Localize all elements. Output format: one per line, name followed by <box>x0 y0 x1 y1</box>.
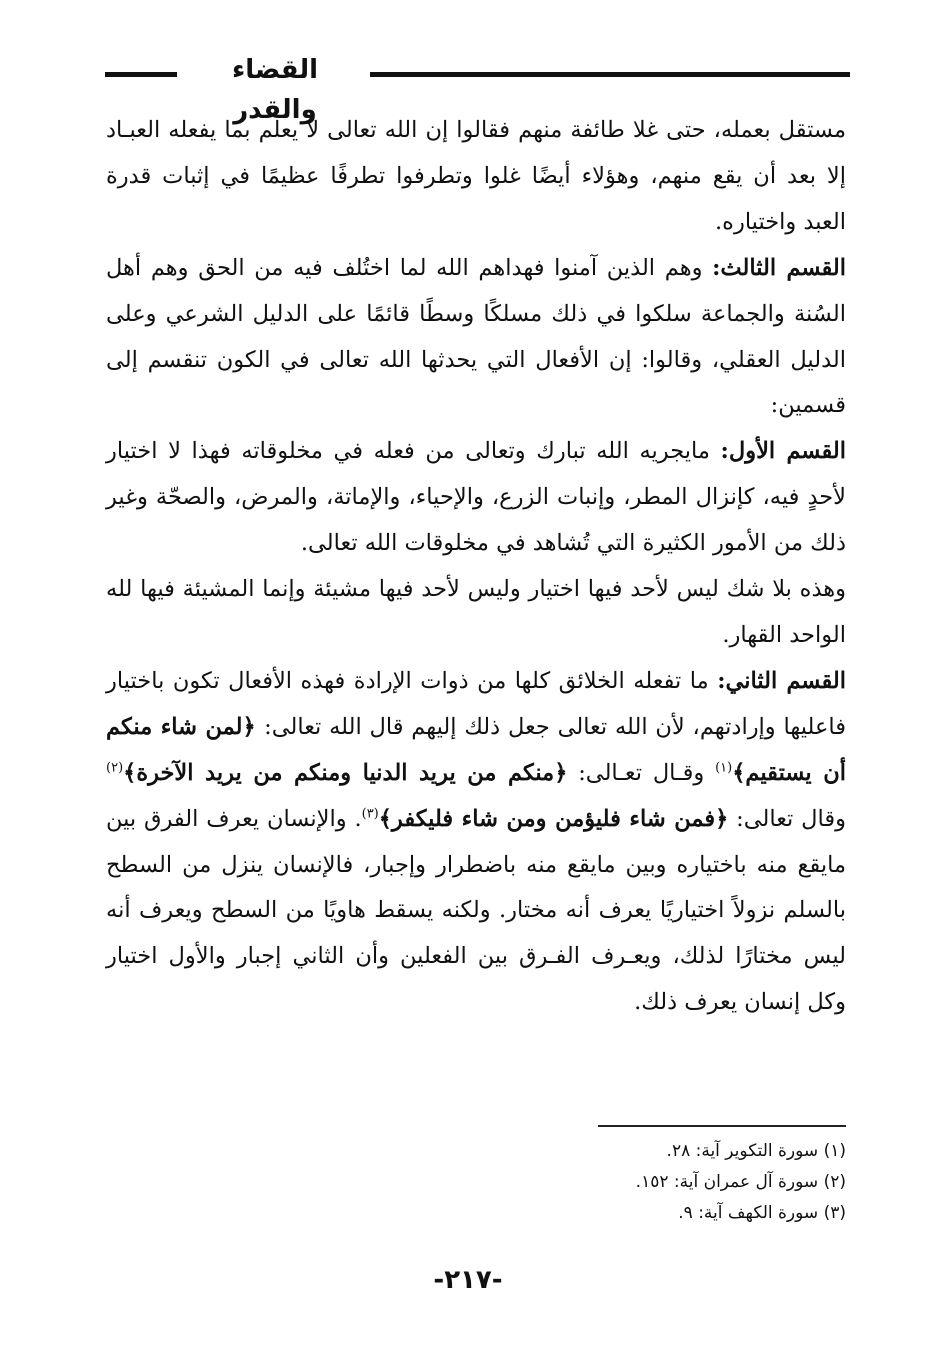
header-rule-right <box>370 72 850 77</box>
footnote-marker-2: (٢) <box>106 760 124 776</box>
paragraph-2 <box>106 246 846 430</box>
paragraph-5-text: ما تفعله الخلائق كلها من ذوات الإرادة فهذه الأفعال تكون باختيار فاعليها وإرادتهم، لأن الله تعالى جعل ذلك إليهم قال الله تعالى: <box>106 667 846 740</box>
section-heading-third: القسم الثالث: <box>712 254 847 281</box>
footnote-marker-1: (١) <box>715 760 733 776</box>
paragraph-5-rest: . والإنسان يعرف الفرق بين مايقع منه باختياره وبين مايقع منه باضطرار وإجبار، فالإنسان ينزل من السطح بالسلم نزولاً اختياريًا يعرف أنه مختار. ولكنه يسقط هاويًا من السطح ويعرف أنه ليس مختارًا لذلك، ويعـرف الفـرق بين الفعلين وأن الثاني إجبار والأول اختيار وكل إنسان يعرف ذلك. <box>106 805 846 1016</box>
paragraph-3-text: مايجريه الله تبارك وتعالى من فعله في مخلوقاته فهذا لا اختيار لأحدٍ فيه، كإنزال المطر، وإنبات الزرع، والإحياء، والإماتة، والمرض، والصحّة وغير ذلك من الأمور الكثيرة التي تُشاهد في مخلوقات الله تعالى. <box>106 438 846 557</box>
paragraph-3 <box>106 429 846 567</box>
paragraph-2-text: وهم الذين آمنوا فهداهم الله لما اختُلف فيه من الحق وهم أهل السُنة والجماعة سلكوا في ذلك مسلكًا وسطًا قائمًا على الدليل الشرعي وعلى الدليل العقلي، وقالوا: إن الأفعال التي يحدثها الله تعالى في الكون تنقسم إلى قسمين: <box>106 254 846 419</box>
page-number: -٢١٧- <box>433 1265 503 1295</box>
footnotes <box>500 1136 846 1229</box>
body-text <box>106 108 846 1026</box>
footnote-1: (١) سورة التكوير آية: ٢٨. <box>666 1141 846 1161</box>
running-header <box>105 50 850 125</box>
paragraph-1: مستقل بعمله، حتى غلا طائفة منهم فقالوا إن الله تعالى لا يعلم بما يفعله العبـاد إلا بعد أن يقع منهم، وهؤلاء أيضًا غلوا وتطرفوا تطرفًا عظيمًا في إثبات قدرة العبد واختياره. <box>106 117 846 235</box>
footnote-3: (٣) سورة الكهف آية: ٩. <box>678 1203 846 1223</box>
section-heading-second: القسم الثاني: <box>717 667 846 694</box>
paragraph-5 <box>106 659 846 1026</box>
connector-text-2: وقال تعالى: <box>728 805 846 832</box>
paragraph-4: وهذه بلا شك ليس لأحد فيها اختيار وليس لأحد فيها مشيئة وإنما المشيئة فيها لله الواحد القهار. <box>106 576 846 648</box>
quran-verse-2: ﴿منكم من يريد الدنيا ومنكم من يريد الآخرة﴾ <box>123 759 568 786</box>
connector-text-1: وقـال تعـالى: <box>567 759 716 786</box>
quran-verse-3: ﴿فمن شاء فليؤمن ومن شاء فليكفر﴾ <box>378 805 729 832</box>
section-heading-first: القسم الأول: <box>720 438 846 465</box>
header-rule-left <box>105 72 177 77</box>
footnote-separator <box>598 1125 846 1127</box>
footnote-marker-3: (٣) <box>361 806 379 822</box>
quran-verse-1: ﴿لمن شاء منكم أن يستقيم﴾ <box>106 713 846 786</box>
footnote-2: (٢) سورة آل عمران آية: ١٥٢. <box>635 1172 846 1192</box>
header-title: القضاء والقدر <box>231 55 319 125</box>
